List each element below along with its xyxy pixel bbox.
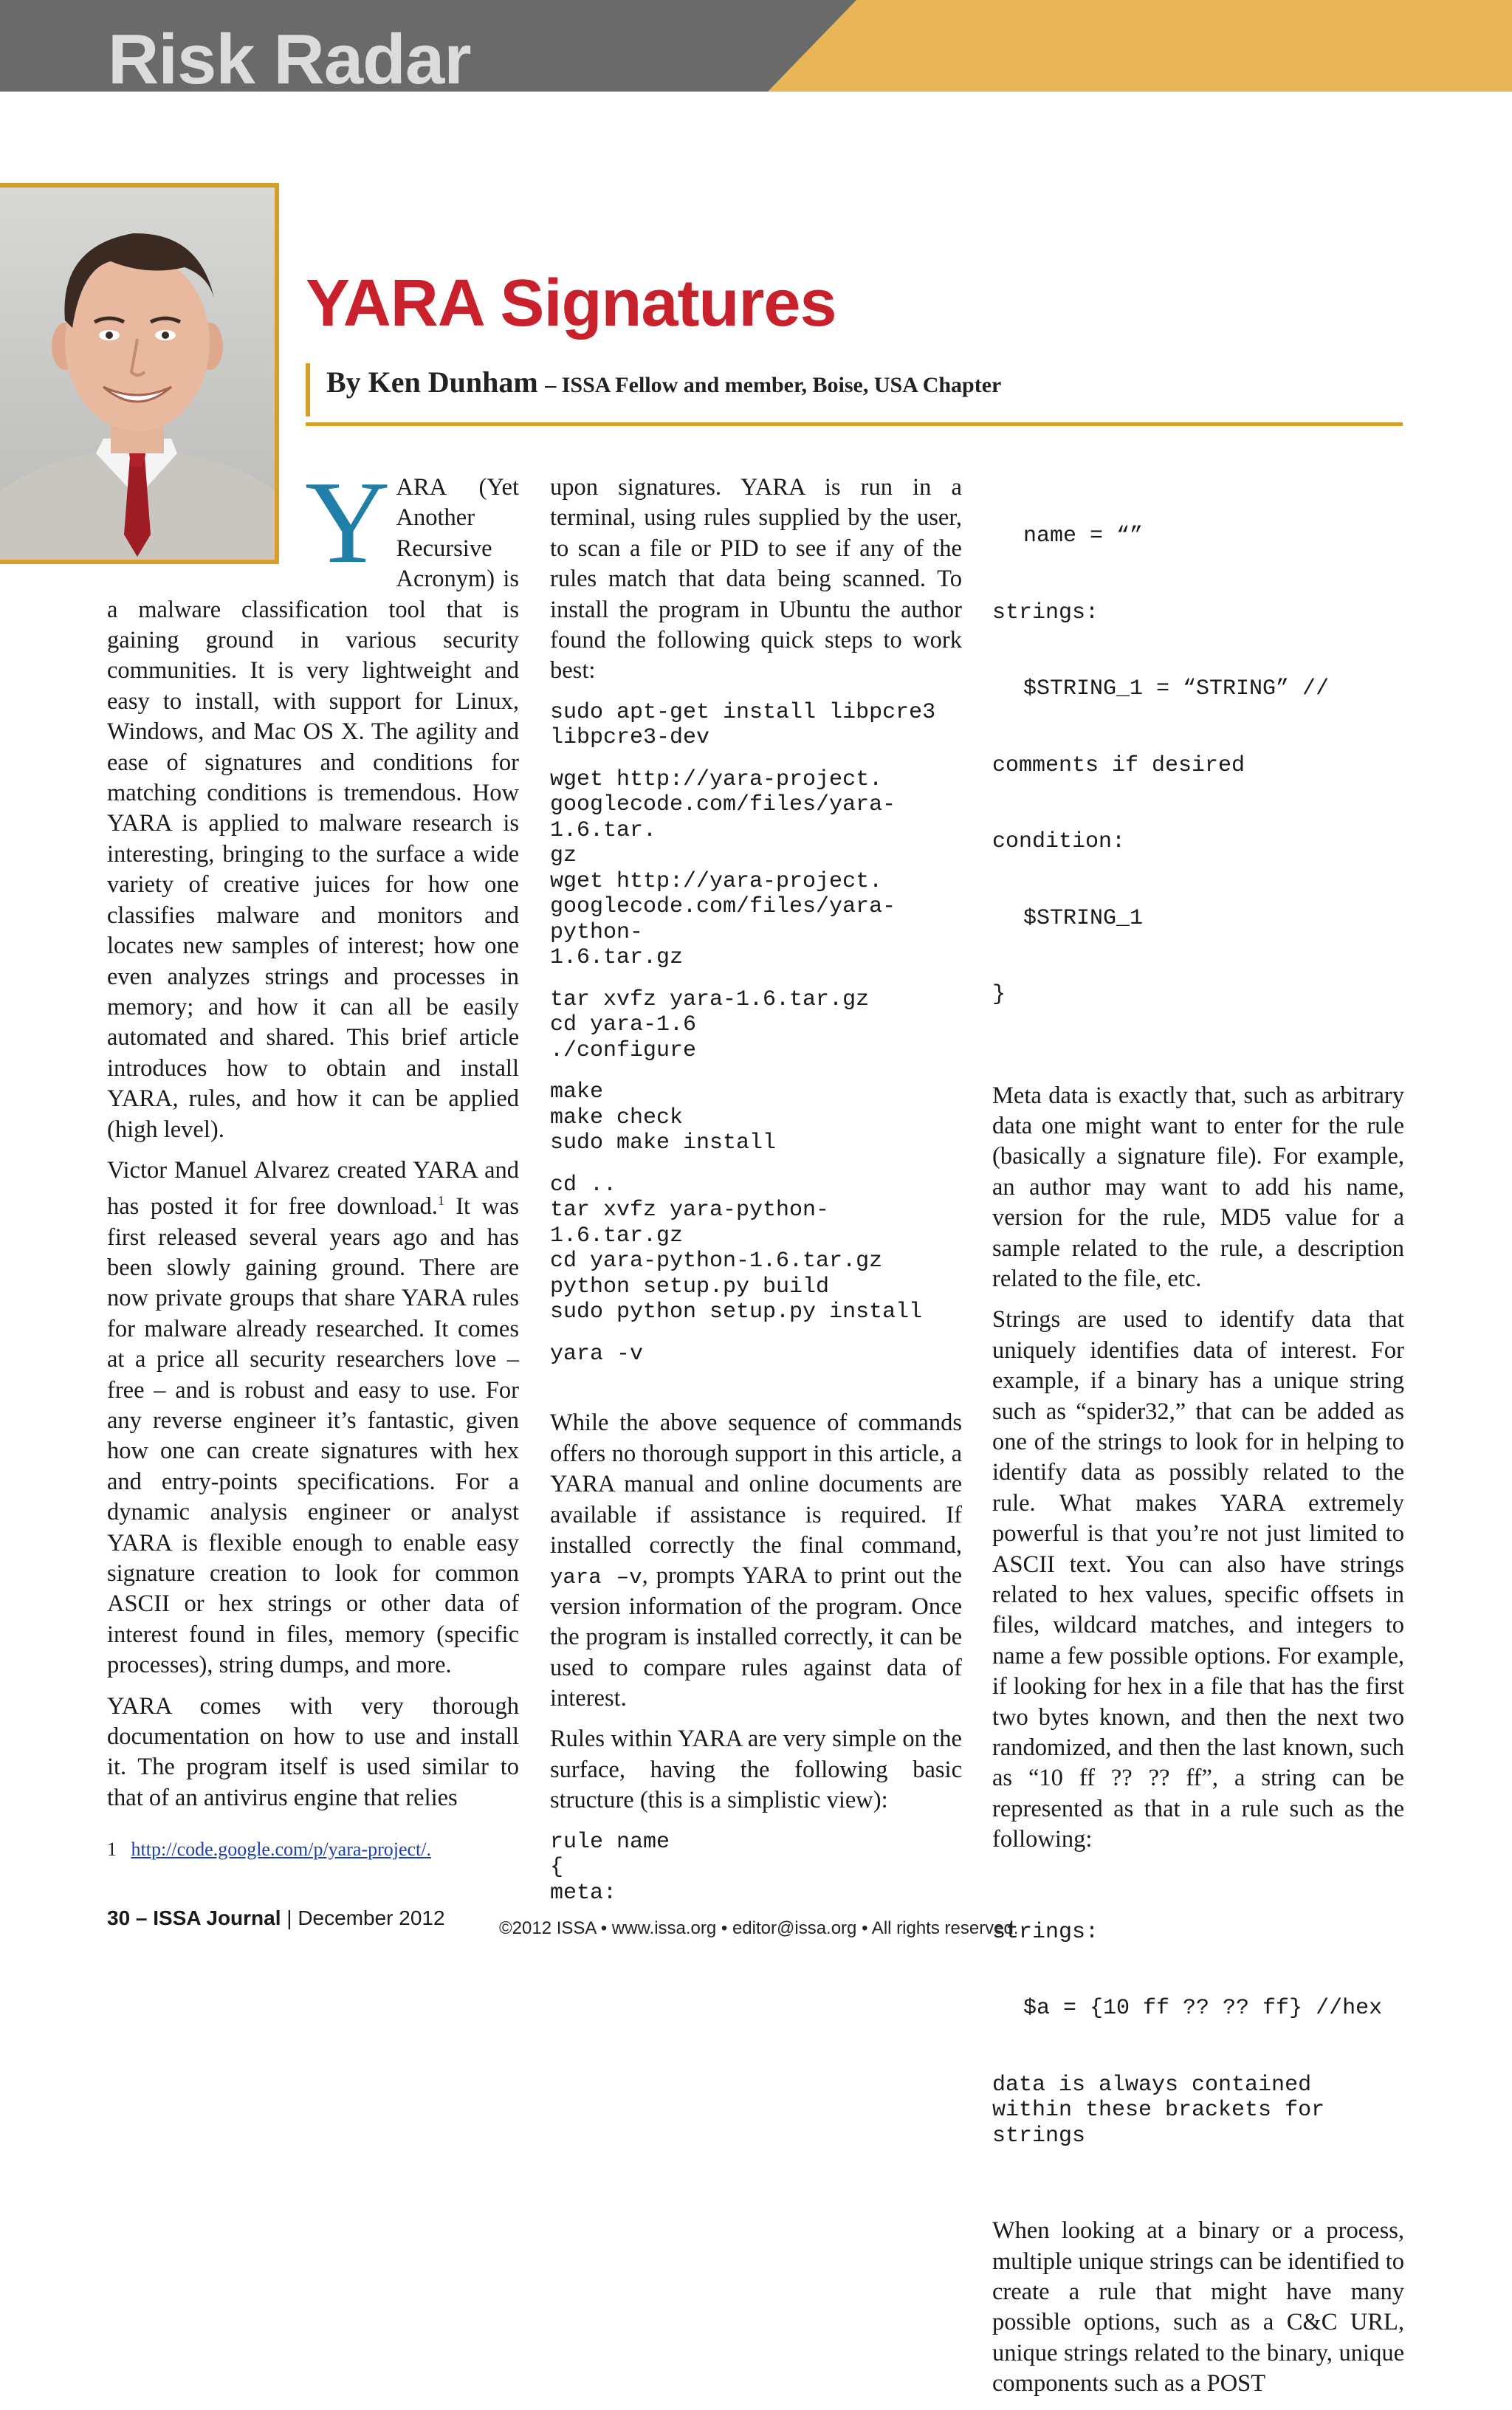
code-hex-string: strings: $a = {10 ff ?? ?? ff} //hex data is always contained within these brackets for strings xyxy=(992,1919,1383,2149)
code-rule-structure: rule name { meta: xyxy=(550,1829,670,1906)
issue-date: | December 2012 xyxy=(281,1906,445,1929)
code-rule-structure-cont: name = “” strings: $STRING_1 = “STRING” // comments if desired condition: $STRING_1 } xyxy=(992,523,1330,1007)
column-1 xyxy=(107,456,519,1824)
page-number: 30 – ISSA Journal xyxy=(107,1906,281,1929)
title-divider xyxy=(306,422,1403,426)
code-extract-configure: tar xvfz yara-1.6.tar.gz cd yara-1.6 ./configure xyxy=(550,986,870,1063)
inline-code: yara –v xyxy=(550,1565,642,1590)
footnote-link[interactable]: http://code.google.com/p/yara-project/. xyxy=(131,1839,431,1860)
byline-affiliation: – ISSA Fellow and member, Boise, USA Chapter xyxy=(545,373,1002,397)
paragraph-usage: upon signatures. YARA is run in a terminal, using rules supplied by the user, to scan a file or PID to see if any of the rules match that data being scanned. To install the program in Ubuntu the author found the following quick steps to work best: xyxy=(550,474,962,684)
code-download: wget http://yara-project. googlecode.com/files/yara-1.6.tar. gz wget http://yara-project. googlecode.com/files/yara-python- 1.6.tar.gz xyxy=(550,766,896,971)
code-python-install: cd .. tar xvfz yara-python-1.6.tar.gz cd yara-python-1.6.tar.gz python setup.py build sudo python setup.py install xyxy=(550,1172,923,1325)
paragraph-strings: Strings are used to identify data that uniquely identifies data of interest. For example, if a binary has a unique string such as “spider32,” that can be added as one of the strings to look for in helping to identify data as possibly related to the rule. What makes YARA extremely powerful is that you’re not just limited to ASCII text. You can also have strings related to hex values, specific offsets in files, wildcard matches, and integers to name a few possible options. For example, if looking for hex in a file that has the first two bytes known, and then the next two randomized, and then the last known, such as “10 ff ?? ?? ff”, a string can be represented as that in a rule such as the following: xyxy=(992,1306,1404,1853)
drop-cap: Y xyxy=(305,456,391,588)
column-2 xyxy=(550,473,962,1922)
column-3 xyxy=(992,473,1404,2410)
code-make: make make check sudo make install xyxy=(550,1079,777,1156)
section-title: Risk Radar xyxy=(108,20,471,99)
code-install-deps: sudo apt-get install libpcre3 libpcre3-dev xyxy=(550,699,936,751)
paragraph-metadata: Meta data is exactly that, such as arbitrary data one might want to enter for the rule (basically a signature file). For example, an author may want to add his name, version for the rule, MD5 value for a sample related to the rule, a description related to the file, etc. xyxy=(992,1082,1404,1292)
code-version: yara -v xyxy=(550,1341,644,1367)
footnote-ref[interactable]: 1 xyxy=(437,1193,444,1209)
footnote xyxy=(107,1839,431,1861)
paragraph-rules: Rules within YARA are very simple on the surface, having the following basic structure (this is a simplistic view): xyxy=(550,1726,962,1814)
byline-author: By Ken Dunham xyxy=(326,365,538,399)
page-footer xyxy=(107,1906,445,1930)
footnote-number: 1 xyxy=(107,1839,117,1860)
paragraph-history: Victor Manuel Alvarez created YARA and has posted it for free download.$^1$ It was first released several years ago and has been slowly gaining ground. There are now private groups that share YARA rules for malware already researched. It comes at a price all security researchers love – free – and is robust and easy to use. For any reverse engineer it’s fantastic, given how one can create signatures with hex and entry-points specifications. For a dynamic analysis engineer or analyst YARA is flexible enough to enable easy signature creation to look for common ASCII or hex strings or other data of interest found in files, memory (specific processes), string dumps, and more. xyxy=(107,1156,519,1679)
byline-accent-bar xyxy=(306,363,310,416)
header-banner-accent xyxy=(768,0,1512,92)
intro-paragraph: YARA (Yet Another Recursive Acronym) is a malware classification tool that is gaining ground in various security communities. It is very lightweight and easy to install, with support for Linux, Windows, and Mac OS X. The agility and ease of signatures and conditions for matching conditions is tremendous. How YARA is applied to malware research is interesting, bringing to the surface a wide variety of creative juices for how one classifies malware and monitors and locates new samples of interest; how one even analyzes strings and processes in memory; and how it can all be easily automated and shared. This brief article introduces how to obtain and install YARA, rules, and how it can be applied (high level). xyxy=(107,456,519,1143)
paragraph-binary: When looking at a binary or a process, multiple unique strings can be identified to create a rule that might have many possible options, such as a C&C URL, unique strings related to the binary, unique components such as a POST xyxy=(992,2217,1404,2397)
paragraph-documentation: YARA comes with very thorough documentation on how to use and install it. The program itself is used similar to that of an antivirus engine that relies xyxy=(107,1692,519,1811)
copyright-notice: ©2012 ISSA • www.issa.org • editor@issa.org • All rights reserved. xyxy=(499,1918,1019,1938)
byline xyxy=(326,365,1001,399)
paragraph-commands: While the above sequence of commands offers no thorough support in this article, a YARA manual and online documents are available if assistance is required. If installed correctly the final command, yara –v, prompts YARA to print out the version information of the program. Once the program is installed correctly, it can be used to compare rules against data of interest. xyxy=(550,1410,962,1712)
article-title: YARA Signatures xyxy=(306,267,836,340)
